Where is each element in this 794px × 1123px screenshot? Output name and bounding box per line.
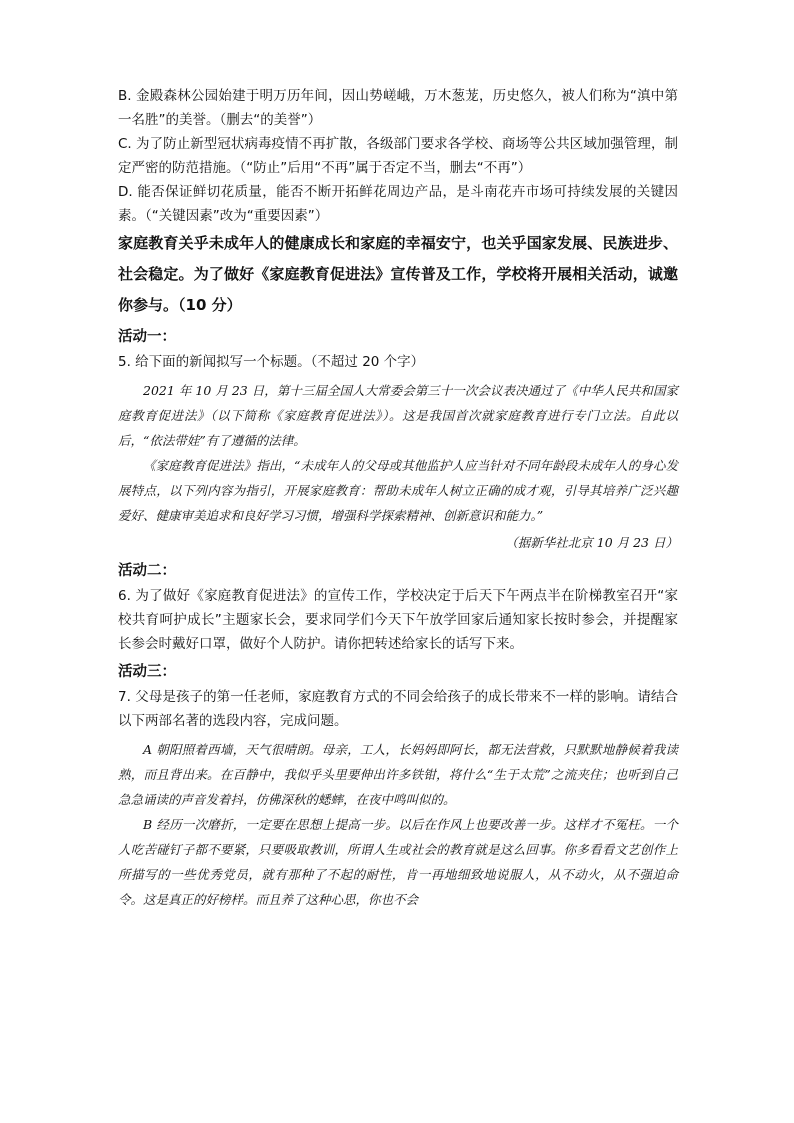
document-page: [118, 84, 678, 912]
option-c: C. 为了防止新型冠状病毒疫情不再扩散，各级部门要求各学校、商场等公共区域加强管理，制定严密的防范措施。（“防止”后用“不再”属于否定不当，删去“不再”）: [118, 136, 678, 176]
question-6: 6. 为了做好《家庭教育促进法》的宣传工作，学校决定于后天下午两点半在阶梯教室召开“家校共育呵护成长”主题家长会，要求同学们今天下午放学回家后通知家长按时参会，并提醒家长参会时戴好口罩，做好个人防护。请你把转述给家长的话写下来。: [118, 588, 678, 652]
option-d: D. 能否保证鲜切花质量，能否不断开拓鲜花周边产品，是斗南花卉市场可持续发展的关键因素。（“关键因素”改为“重要因素”）: [118, 184, 678, 224]
option-b: B. 金殿森林公园始建于明万历年间，因山势嵯峨，万木葱茏，历史悠久，被人们称为“滇中第一名胜”的美誉。（删去“的美誉”）: [118, 88, 678, 128]
news-paragraph-2: 《家庭教育促进法》指出，“未成年人的父母或其他监护人应当针对不同年龄段未成年人的身心发展特点，以下列内容为指引，开展家庭教育：帮助未成年人树立正确的成才观，引导其培养广泛兴趣爱好、健康审美追求和良好学习习惯，增强科学探索精神、创新意识和能力。”: [118, 458, 678, 523]
news-paragraph-1: 2021 年 10 月 23 日，第十三届全国人大常委会第三十一次会议表决通过了《中华人民共和国家庭教育促进法》（以下简称《家庭教育促进法》）。这是我国首次就家庭教育进行专门立法。自此以后，“依法带娃”有了遵循的法律。: [118, 383, 678, 448]
news-source: （据新华社北京 10 月 23 日）: [505, 535, 678, 550]
question-7: 7. 父母是孩子的第一任老师，家庭教育方式的不同会给孩子的成长带来不一样的影响。请结合以下两部名著的选段内容，完成问题。: [118, 689, 678, 729]
activity-2-heading: 活动二：: [118, 563, 176, 579]
activity-3-heading: 活动三：: [118, 664, 176, 680]
section-intro: 家庭教育关乎未成年人的健康成长和家庭的幸福安宁，也关乎国家发展、民族进步、社会稳定。为了做好《家庭教育促进法》宣传普及工作，学校将开展相关活动，诚邀你参与。（10 分）: [118, 234, 678, 314]
excerpt-a: A 朝阳照着西墙，天气很晴朗。母亲，工人，长妈妈即阿长，都无法营救，只默默地静候着我读熟，而且背出来。在百静中，我似乎头里要伸出许多铁钳，将什么“生于太荒”之流夹住；也听到自己急急诵读的声音发着抖，仿佛深秋的蟋蟀，在夜中鸣叫似的。: [118, 742, 678, 807]
activity-1-heading: 活动一：: [118, 329, 176, 345]
excerpt-b: B 经历一次磨折，一定要在思想上提高一步。以后在作风上也要改善一步。这样才不冤枉。一个人吃苦碰钉子都不要紧，只要吸取教训，所谓人生或社会的教育就是这么回事。你多看看文艺创作上所描写的一些优秀党员，就有那种了不起的耐性，肯一再地细致地说服人，从不动火，从不强迫命令。这是真正的好榜样。而且养了这种心思，你也不会: [118, 817, 678, 907]
question-5: 5. 给下面的新闻拟写一个标题。（不超过 20 个字）: [118, 354, 425, 370]
